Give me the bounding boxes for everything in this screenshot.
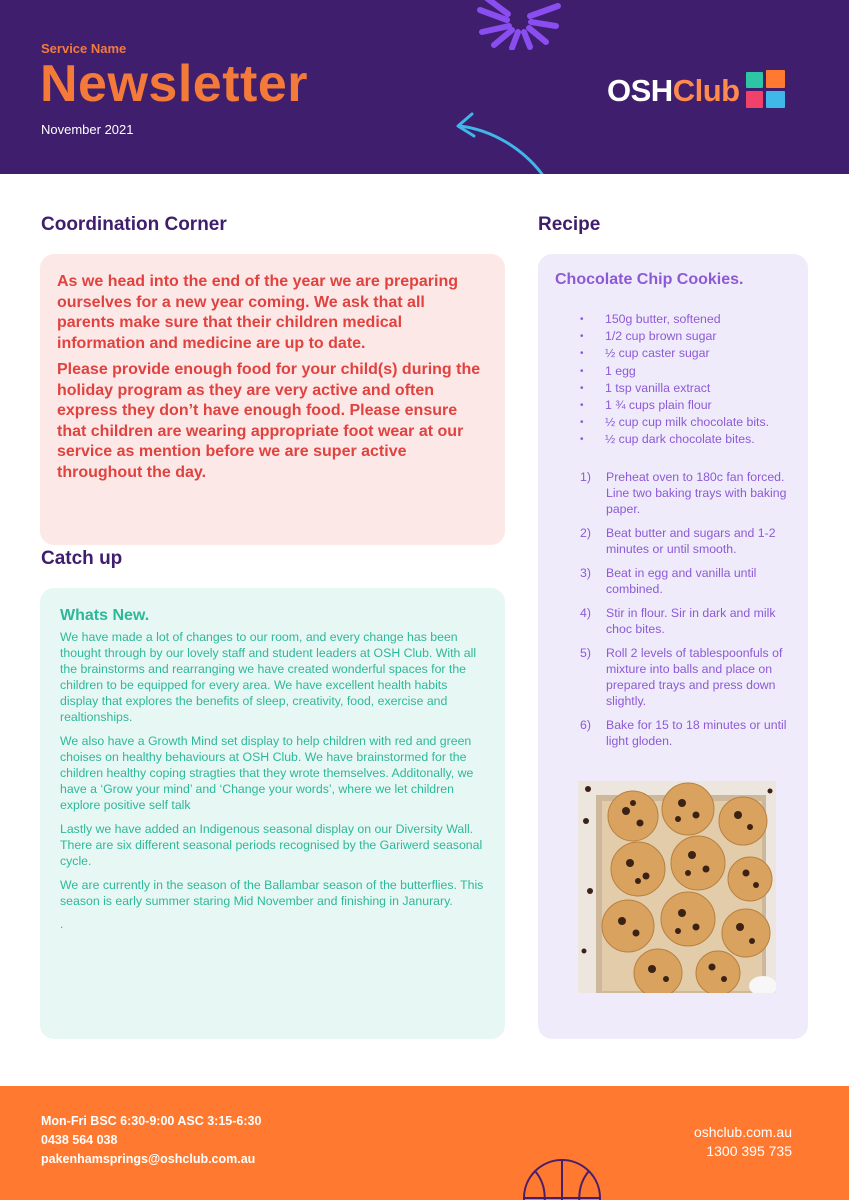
recipe-title: Chocolate Chip Cookies. xyxy=(555,271,744,288)
coordination-paragraph: As we head into the end of the year we are preparing ourselves for a new year coming. We ask that all parents make sure that their children medical information and medicine are up to date. xyxy=(57,273,458,352)
catchup-heading: Catch up xyxy=(41,548,123,569)
service-name: Service Name xyxy=(41,41,127,56)
footer-phone: 0438 564 038 xyxy=(41,1133,118,1147)
step-item: 1) Preheat oven to 180c fan forced. Line two baking trays with baking paper. xyxy=(580,469,787,516)
newsletter-date: November 2021 xyxy=(41,122,134,137)
catchup-paragraph: We have made a lot of changes to our room, and every change has been thought through by our lovely staff and student leaders at OSH Club. With all the brainstorms and rearranging we have created wonderful spaces for the children to be equipped for every area. We have excellent health habits display that explores the benefits of sleep, creativity, food, exercise and realtionships. xyxy=(60,630,477,724)
ingredient-item: • ½ cup caster sugar xyxy=(580,346,710,361)
step-item: 5) Roll 2 levels of tablespoonfuls of mixture into balls and place on prepared trays and press down slightly. xyxy=(580,645,783,708)
ingredient-item: • 1/2 cup brown sugar xyxy=(580,329,717,344)
ingredient-item: • 1 tsp vanilla extract xyxy=(580,380,711,395)
coordination-heading: Coordination Corner xyxy=(41,214,227,235)
curved-arrow-icon xyxy=(452,108,552,174)
footer-email[interactable]: pakenhamsprings@oshclub.com.au xyxy=(41,1152,256,1166)
recipe-heading: Recipe xyxy=(538,214,601,235)
newsletter-title: Newsletter xyxy=(40,55,308,113)
catchup-box xyxy=(40,588,505,1039)
coordination-paragraph: Please provide enough food for your child(s) during the holiday program as they are very active and often express they don’t have enough food. Please ensure that children are wearing appropriate foot wear at our service as mention before we are super active throughout the day. xyxy=(57,361,481,481)
step-item: 3) Beat in egg and vanilla until combined. xyxy=(580,565,757,596)
steps-list xyxy=(555,469,792,749)
footer-brand-contact xyxy=(694,1123,792,1161)
basketball-icon xyxy=(520,1156,604,1200)
step-item: 6) Bake for 15 to 18 minutes or until light gloden. xyxy=(580,717,787,748)
logo-text: OSHClub xyxy=(607,72,740,108)
catchup-trailing-dot: . xyxy=(60,917,64,931)
ingredient-item: • 1 egg xyxy=(580,363,636,378)
cookies-photo xyxy=(578,781,776,993)
catchup-paragraph: We also have a Growth Mind set display to help children with red and green choises on healthy behaviours at OSH Club. We have brainstormed for the children healthy coping stragties that they wrote themselves. Additonally, we have a ‘Grow your mind’ and ‘Change your words’, where we let children explore positive self talk xyxy=(60,734,474,812)
ingredient-item: • ½ cup cup milk chocolate bits. xyxy=(580,415,770,430)
catchup-paragraph: We are currently in the season of the Ballambar season of the butterflies. This season is early summer staring Mid November and finishing in Janurary. xyxy=(60,878,484,908)
whats-new-heading: Whats New. xyxy=(60,607,150,624)
coordination-box xyxy=(40,254,505,545)
header-banner xyxy=(0,0,849,174)
footer-hours: Mon-Fri BSC 6:30-9:00 ASC 3:15-6:30 xyxy=(41,1114,262,1128)
footer-website[interactable]: oshclub.com.au xyxy=(693,1124,792,1140)
step-item: 2) Beat butter and sugars and 1-2 minutes or until smooth. xyxy=(580,525,776,556)
logo-blocks-icon xyxy=(746,70,786,110)
ingredient-item: • 1 ¾ cups plain flour xyxy=(580,398,712,413)
footer-banner xyxy=(0,1086,849,1200)
footer-main-phone: 1300 395 735 xyxy=(706,1143,792,1159)
sunburst-icon xyxy=(472,0,572,50)
recipe-box xyxy=(538,254,808,1039)
ingredients-list xyxy=(580,311,792,449)
ingredient-item: • ½ cup dark chocolate bites. xyxy=(580,432,755,447)
step-item: 4) Stir in flour. Sir in dark and milk choc bites. xyxy=(580,605,776,636)
oshclub-logo xyxy=(607,70,786,110)
ingredient-item: • 150g butter, softened xyxy=(580,312,721,326)
footer-contact xyxy=(41,1112,261,1169)
catchup-paragraph: Lastly we have added an Indigenous seasonal display on our Diversity Wall. There are six different seasonal periods recognised by the Gariwerd seasonal cycle. xyxy=(60,822,483,868)
